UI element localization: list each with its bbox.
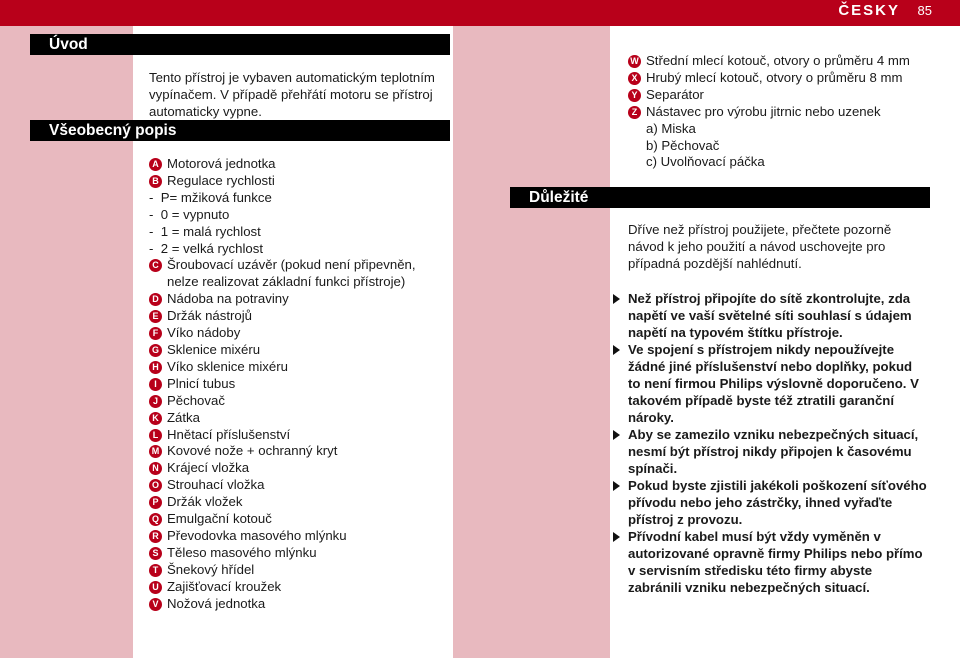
- letter-badge-icon: Q: [149, 513, 162, 526]
- bullet-item: Pokud byste zjistili jakékoli poškození síťového přívodu nebo jeho zástrčky, ihned vyřaďte přístroj z provozu.: [613, 477, 928, 528]
- sub-item: b) Pěchovač: [646, 137, 720, 153]
- letter-badge-icon: J: [149, 395, 162, 408]
- list-item: N Krájecí vložka: [149, 460, 449, 477]
- list-item: I Plnicí tubus: [149, 376, 449, 393]
- bullet-arrow-icon: [613, 294, 620, 304]
- letter-badge-icon: G: [149, 344, 162, 357]
- page-number: 85: [917, 3, 932, 18]
- language-label: ČESKY: [838, 2, 900, 19]
- letter-badge-icon: I: [149, 378, 162, 391]
- list-item: Z Nástavec pro výrobu jitrnic nebo uzenek: [628, 104, 938, 121]
- letter-badge-icon: M: [149, 445, 162, 458]
- letter-badge-icon: R: [149, 530, 162, 543]
- list-item: E Držák nástrojů: [149, 308, 449, 325]
- letter-badge-icon: S: [149, 547, 162, 560]
- list-item: D Nádoba na potraviny: [149, 291, 449, 308]
- important-heading-text: Důležité: [529, 189, 589, 206]
- letter-badge-icon: P: [149, 496, 162, 509]
- list-item: O Strouhací vložka: [149, 477, 449, 494]
- safety-bullets: [628, 290, 928, 596]
- intro-heading: [30, 34, 450, 55]
- list-item: R Převodovka masového mlýnku: [149, 528, 449, 545]
- list-item: X Hrubý mlecí kotouč, otvory o průměru 8 mm: [628, 70, 938, 87]
- list-item: C Šroubovací uzávěr (pokud není připevněn, nelze realizovat základní funkci přístroje): [149, 257, 449, 291]
- important-text: Dříve než přístroj použijete, přečtete pozorně návod k jeho použití a návod uschovejte pro případná pozdější nahlédnutí.: [628, 222, 892, 271]
- list-item: W Střední mlecí kotouč, otvory o průměru 4 mm: [628, 53, 938, 70]
- letter-badge-icon: Z: [628, 106, 641, 119]
- list-item: T Šnekový hřídel: [149, 562, 449, 579]
- letter-badge-icon: A: [149, 158, 162, 171]
- letter-badge-icon: U: [149, 581, 162, 594]
- list-item: M Kovové nože + ochranný kryt: [149, 443, 449, 460]
- general-description-heading: [30, 120, 450, 141]
- list-item: - 2 = velká rychlost: [149, 240, 263, 256]
- list-item: K Zátka: [149, 410, 449, 427]
- list-item: L Hnětací příslušenství: [149, 427, 449, 444]
- list-item: U Zajišťovací kroužek: [149, 579, 449, 596]
- sub-item: a) Miska: [646, 120, 696, 136]
- list-item: V Nožová jednotka: [149, 596, 449, 613]
- right-column: [628, 53, 938, 171]
- list-item: - 0 = vypnuto: [149, 206, 230, 222]
- list-item: - 1 = malá rychlost: [149, 223, 261, 239]
- letter-badge-icon: K: [149, 412, 162, 425]
- letter-badge-icon: N: [149, 462, 162, 475]
- letter-badge-icon: D: [149, 293, 162, 306]
- center-pink-band: [453, 0, 610, 658]
- bullet-arrow-icon: [613, 430, 620, 440]
- list-item: - P= mžiková funkce: [149, 189, 272, 205]
- parts-list-continued: [628, 53, 938, 171]
- parts-list: [149, 156, 449, 612]
- left-column: [30, 34, 450, 612]
- list-item: A Motorová jednotka: [149, 156, 449, 173]
- top-bar: [0, 0, 960, 26]
- general-heading-text: Všeobecný popis: [49, 122, 177, 139]
- letter-badge-icon: W: [628, 55, 641, 68]
- bullet-item: Aby se zamezilo vzniku nebezpečných situací, nesmí být přístroj nikdy připojen k časovému spínači.: [613, 426, 928, 477]
- letter-badge-icon: X: [628, 72, 641, 85]
- bullet-arrow-icon: [613, 532, 620, 542]
- letter-badge-icon: H: [149, 361, 162, 374]
- list-item: S Těleso masového mlýnku: [149, 545, 449, 562]
- sub-item: c) Uvolňovací páčka: [646, 154, 765, 170]
- list-item: Q Emulgační kotouč: [149, 511, 449, 528]
- letter-badge-icon: V: [149, 598, 162, 611]
- list-item: B Regulace rychlosti: [149, 173, 449, 190]
- list-item: H Víko sklenice mixéru: [149, 359, 449, 376]
- list-item: G Sklenice mixéru: [149, 342, 449, 359]
- list-item: F Víko nádoby: [149, 325, 449, 342]
- letter-badge-icon: O: [149, 479, 162, 492]
- important-section: [628, 222, 928, 596]
- letter-badge-icon: B: [149, 175, 162, 188]
- intro-heading-text: Úvod: [49, 36, 88, 53]
- bullet-item: Než přístroj připojíte do sítě zkontrolujte, zda napětí ve vaší světelné síti souhlasí s údajem napětí na typovém štítku přístroje.: [613, 290, 928, 341]
- bullet-item: Přívodní kabel musí být vždy vyměněn v autorizované opravně firmy Philips nebo přímo v servisním středisku této firmy abyste zabránili vzniku nebezpečných situací.: [613, 528, 928, 596]
- bullet-item: Ve spojení s přístrojem nikdy nepoužívejte žádné jiné příslušenství nebo doplňky, pokud to není firmou Philips výslovně doporučeno. V takovém případě byste též ztratili garanční nároky.: [613, 341, 928, 426]
- list-item: Y Separátor: [628, 87, 938, 104]
- list-item: P Držák vložek: [149, 494, 449, 511]
- important-heading: [510, 187, 930, 208]
- bullet-arrow-icon: [613, 345, 620, 355]
- bullet-arrow-icon: [613, 481, 620, 491]
- letter-badge-icon: F: [149, 327, 162, 340]
- letter-badge-icon: E: [149, 310, 162, 323]
- intro-text: Tento přístroj je vybaven automatickým teplotním vypínačem. V případě přehřátí motoru se přístroj automaticky vypne.: [149, 70, 435, 119]
- letter-badge-icon: C: [149, 259, 162, 272]
- letter-badge-icon: L: [149, 429, 162, 442]
- list-item: J Pěchovač: [149, 393, 449, 410]
- letter-badge-icon: Y: [628, 89, 641, 102]
- letter-badge-icon: T: [149, 564, 162, 577]
